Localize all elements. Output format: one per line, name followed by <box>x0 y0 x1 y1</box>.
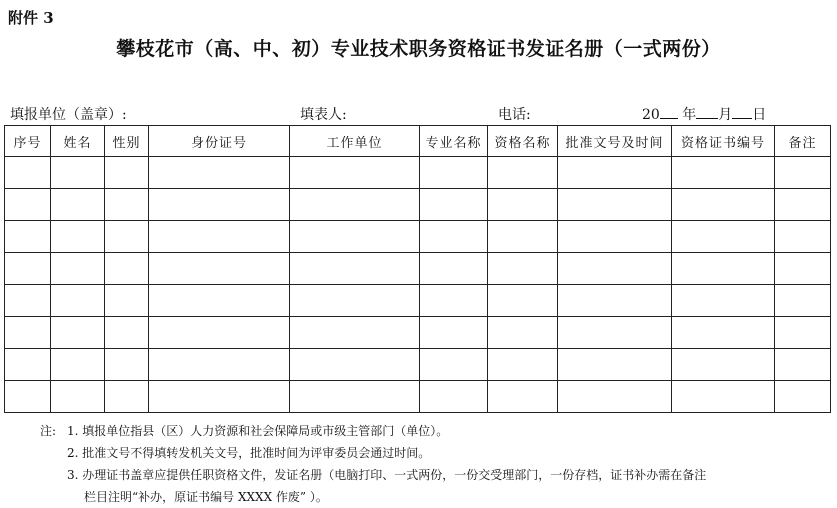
table-cell <box>105 285 149 317</box>
year-char: 年 <box>682 107 697 123</box>
unit-label: 填报单位（盖章）: <box>10 107 127 123</box>
table-cell <box>775 317 831 349</box>
table-cell <box>775 189 831 221</box>
table-cell <box>105 189 149 221</box>
table-cell <box>488 285 558 317</box>
header-name: 姓名 <box>51 126 105 157</box>
header-gender: 性别 <box>105 126 149 157</box>
day-char: 日 <box>752 107 767 123</box>
table-row <box>5 317 831 349</box>
table-cell <box>290 285 420 317</box>
year-prefix: 20 <box>642 107 660 123</box>
table-cell <box>558 221 672 253</box>
note-item: 3. 办理证书盖章应提供任职资格文件，发证名册（电脑打印、一式两份，一份交受理部门，一份存档，证书补办需在备注 <box>67 468 707 482</box>
date-field <box>642 104 766 124</box>
table-cell <box>51 285 105 317</box>
table-cell <box>51 381 105 413</box>
header-work-unit: 工作单位 <box>290 126 420 157</box>
day-blank <box>732 104 752 119</box>
note-item: 1. 填报单位指县（区）人力资源和社会保障局或市级主管部门（单位）。 <box>67 424 449 438</box>
table-cell <box>105 253 149 285</box>
table-cell <box>488 317 558 349</box>
table-row <box>5 221 831 253</box>
table-cell <box>558 381 672 413</box>
table-cell <box>5 157 51 189</box>
table-cell <box>420 221 488 253</box>
note-item: 栏目注明“补办，原证书编号 XXXX 作废” ）。 <box>84 490 328 504</box>
table-cell <box>51 221 105 253</box>
header-cert-number: 资格证书编号 <box>672 126 775 157</box>
table-cell <box>672 221 775 253</box>
header-remarks: 备注 <box>775 126 831 157</box>
table-cell <box>290 381 420 413</box>
table-cell <box>488 221 558 253</box>
table-cell <box>420 285 488 317</box>
table-cell <box>149 189 290 221</box>
document-title: 攀枝花市（高、中、初）专业技术职务资格证书发证名册（一式两份） <box>116 38 721 60</box>
header-approval: 批准文号及时间 <box>558 126 672 157</box>
register-table <box>4 125 831 413</box>
table-cell <box>149 285 290 317</box>
table-cell <box>420 189 488 221</box>
table-cell <box>5 349 51 381</box>
month-char: 月 <box>718 107 733 123</box>
table-cell <box>149 349 290 381</box>
table-cell <box>672 349 775 381</box>
table-cell <box>5 189 51 221</box>
table-cell <box>558 317 672 349</box>
table-cell <box>290 221 420 253</box>
table-cell <box>672 189 775 221</box>
note-item: 2. 批准文号不得填转发机关文号，批准时间为评审委员会通过时间。 <box>67 446 431 460</box>
table-row <box>5 349 831 381</box>
table-cell <box>51 317 105 349</box>
table-cell <box>775 221 831 253</box>
table-cell <box>420 157 488 189</box>
year-blank <box>660 104 678 119</box>
table-cell <box>5 221 51 253</box>
table-cell <box>5 253 51 285</box>
table-cell <box>51 349 105 381</box>
table-row <box>5 157 831 189</box>
table-cell <box>672 157 775 189</box>
table-cell <box>558 157 672 189</box>
table-cell <box>558 189 672 221</box>
header-qualification: 资格名称 <box>488 126 558 157</box>
table-row <box>5 381 831 413</box>
table-row <box>5 253 831 285</box>
table-cell <box>775 349 831 381</box>
table-cell <box>775 157 831 189</box>
table-cell <box>290 317 420 349</box>
table-cell <box>105 317 149 349</box>
table-cell <box>775 285 831 317</box>
month-blank <box>696 104 718 119</box>
table-cell <box>105 349 149 381</box>
table-cell <box>149 253 290 285</box>
table-cell <box>290 189 420 221</box>
table-header-row <box>5 126 831 157</box>
table-cell <box>105 221 149 253</box>
table-cell <box>105 381 149 413</box>
table-cell <box>149 317 290 349</box>
table-cell <box>558 349 672 381</box>
table-cell <box>290 349 420 381</box>
table-cell <box>672 317 775 349</box>
table-cell <box>558 285 672 317</box>
table-cell <box>149 381 290 413</box>
table-cell <box>5 381 51 413</box>
table-cell <box>149 221 290 253</box>
table-cell <box>672 381 775 413</box>
filler-label: 填表人: <box>300 107 347 123</box>
table-cell <box>672 285 775 317</box>
table-cell <box>488 381 558 413</box>
table-cell <box>488 349 558 381</box>
table-cell <box>775 381 831 413</box>
table-cell <box>51 157 105 189</box>
table-cell <box>558 253 672 285</box>
table-cell <box>149 157 290 189</box>
table-cell <box>51 189 105 221</box>
header-seq: 序号 <box>5 126 51 157</box>
table-cell <box>290 157 420 189</box>
table-cell <box>488 189 558 221</box>
table-cell <box>420 253 488 285</box>
attachment-label: 附件 3 <box>8 9 54 27</box>
phone-label: 电话: <box>498 107 531 123</box>
table-cell <box>420 349 488 381</box>
table-row <box>5 285 831 317</box>
table-cell <box>775 253 831 285</box>
table-cell <box>5 285 51 317</box>
table-cell <box>420 381 488 413</box>
table-cell <box>290 253 420 285</box>
table-cell <box>105 157 149 189</box>
table-cell <box>5 317 51 349</box>
table-cell <box>488 253 558 285</box>
table-cell <box>488 157 558 189</box>
table-cell <box>420 317 488 349</box>
header-specialty: 专业名称 <box>420 126 488 157</box>
table-row <box>5 189 831 221</box>
header-id-number: 身份证号 <box>149 126 290 157</box>
table-cell <box>51 253 105 285</box>
table-cell <box>672 253 775 285</box>
notes-prefix: 注: <box>40 424 57 438</box>
